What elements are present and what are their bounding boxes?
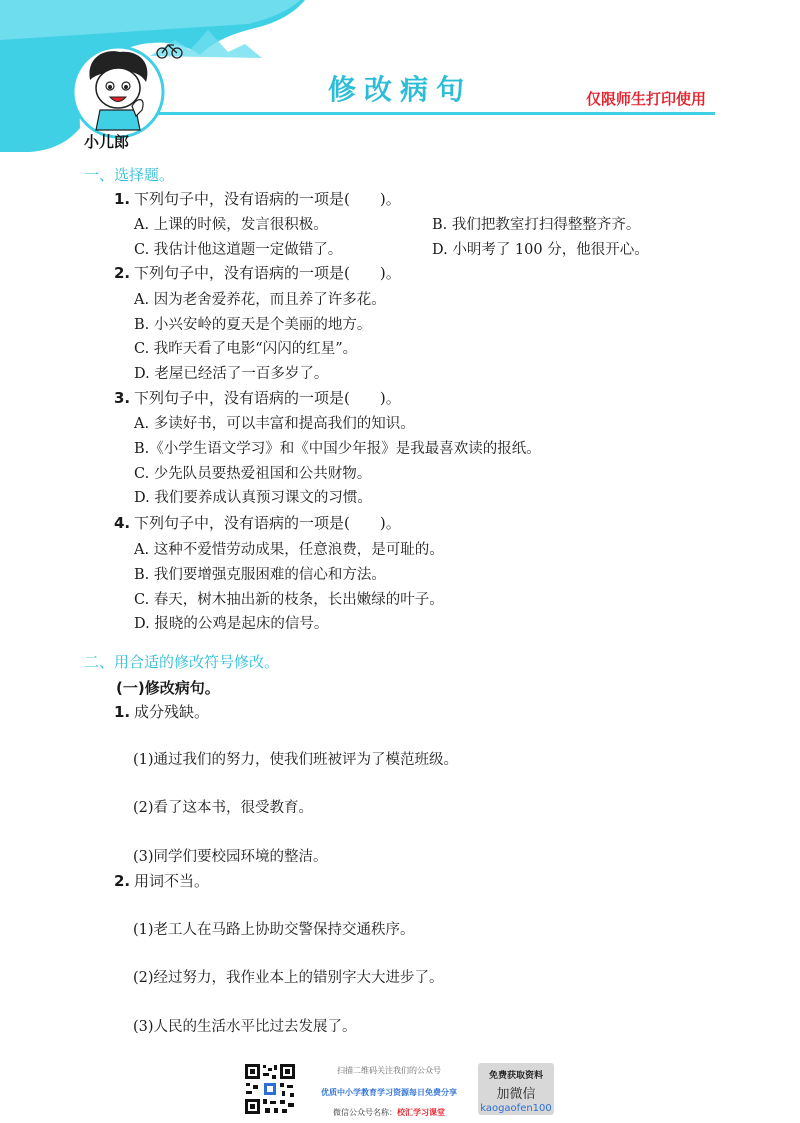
option-b: B. 我们把教室打扫得整整齐齐。 <box>432 217 641 233</box>
sentence-item: (1)老工人在马路上协助交警保持交通秩序。 <box>133 922 415 938</box>
option-a: A. 因为老舍爱养花，而且养了许多花。 <box>134 292 386 308</box>
group-1-title <box>114 701 209 722</box>
section2-heading: 二、用合适的修改符号修改。 <box>84 653 280 671</box>
section1-heading: 一、选择题。 <box>84 166 175 184</box>
badge-mid: 加微信 <box>496 1087 536 1102</box>
footer-account: 校汇学习课堂 <box>397 1108 445 1117</box>
option-b: B. 我们要增强克服困难的信心和方法。 <box>134 567 386 583</box>
option-d: D. 我们要养成认真预习课文的习惯。 <box>134 490 372 506</box>
question-stem: 下列句子中，没有语病的一项是( )。 <box>134 389 401 407</box>
footer <box>0 1055 800 1123</box>
print-notice: 仅限师生打印使用 <box>586 90 707 108</box>
footer-line-3 <box>300 1107 478 1118</box>
sentence-item: (2)经过努力，我作业本上的错别字大大进步了。 <box>133 970 444 986</box>
group-number: 1. <box>114 703 131 721</box>
group-number: 2. <box>114 872 131 890</box>
group-title: 成分残缺。 <box>134 703 210 721</box>
qr-code-icon[interactable] <box>244 1063 296 1115</box>
question-2 <box>114 262 401 283</box>
option-c: C. 我估计他这道题一定做错了。 <box>134 242 343 258</box>
page-title: 修改病句 <box>327 73 472 106</box>
question-stem: 下列句子中，没有语病的一项是( )。 <box>134 190 401 208</box>
footer-line-2: 优质中小学教育学习资源每日免费分享 <box>321 1088 457 1097</box>
question-4 <box>114 512 401 533</box>
question-stem: 下列句子中，没有语病的一项是( )。 <box>134 514 401 532</box>
part-heading: (一)修改病句。 <box>116 679 220 697</box>
sentence-item: (3)人民的生活水平比过去发展了。 <box>133 1019 357 1035</box>
brand-name: 小儿郎 <box>84 133 130 151</box>
footer-line-1: 扫描二维码关注我们的公众号 <box>337 1066 441 1075</box>
question-number: 2. <box>114 264 131 282</box>
question-1 <box>114 188 401 209</box>
option-c: C. 少先队员要热爱祖国和公共财物。 <box>134 466 372 482</box>
option-c: C. 春天，树木抽出新的枝条，长出嫩绿的叶子。 <box>134 592 444 608</box>
question-number: 1. <box>114 190 131 208</box>
option-a: A. 这种不爱惜劳动成果，任意浪费，是可耻的。 <box>134 542 444 558</box>
option-d: D. 报晓的公鸡是起床的信号。 <box>134 616 329 632</box>
group-title: 用词不当。 <box>134 872 210 890</box>
option-d: D. 老屋已经活了一百多岁了。 <box>134 366 329 382</box>
sentence-item: (1)通过我们的努力，使我们班被评为了模范班级。 <box>133 752 459 768</box>
question-stem: 下列句子中，没有语病的一项是( )。 <box>134 264 401 282</box>
option-b: B. 小兴安岭的夏天是个美丽的地方。 <box>134 317 372 333</box>
sentence-item: (2)看了这本书，很受教育。 <box>133 800 314 816</box>
badge-top: 免费获取资料 <box>488 1071 543 1081</box>
option-b: B.《小学生语文学习》和《中国少年报》是我最喜欢读的报纸。 <box>134 441 541 457</box>
question-3 <box>114 387 401 408</box>
option-a: A. 多读好书，可以丰富和提高我们的知识。 <box>134 416 415 432</box>
group-2-title <box>114 870 209 891</box>
question-number: 4. <box>114 514 131 532</box>
option-a: A. 上课的时候，发言很积极。 <box>134 217 328 233</box>
option-d: D. 小明考了 100 分，他很开心。 <box>432 242 649 258</box>
option-c: C. 我昨天看了电影“闪闪的红星”。 <box>134 341 358 357</box>
footer-label: 微信公众号名称： <box>333 1108 397 1117</box>
sentence-item: (3)同学们要校园环境的整洁。 <box>133 849 328 865</box>
badge-bottom: kaogaofen100 <box>480 1103 552 1114</box>
question-number: 3. <box>114 389 131 407</box>
wechat-badge[interactable] <box>478 1063 554 1115</box>
